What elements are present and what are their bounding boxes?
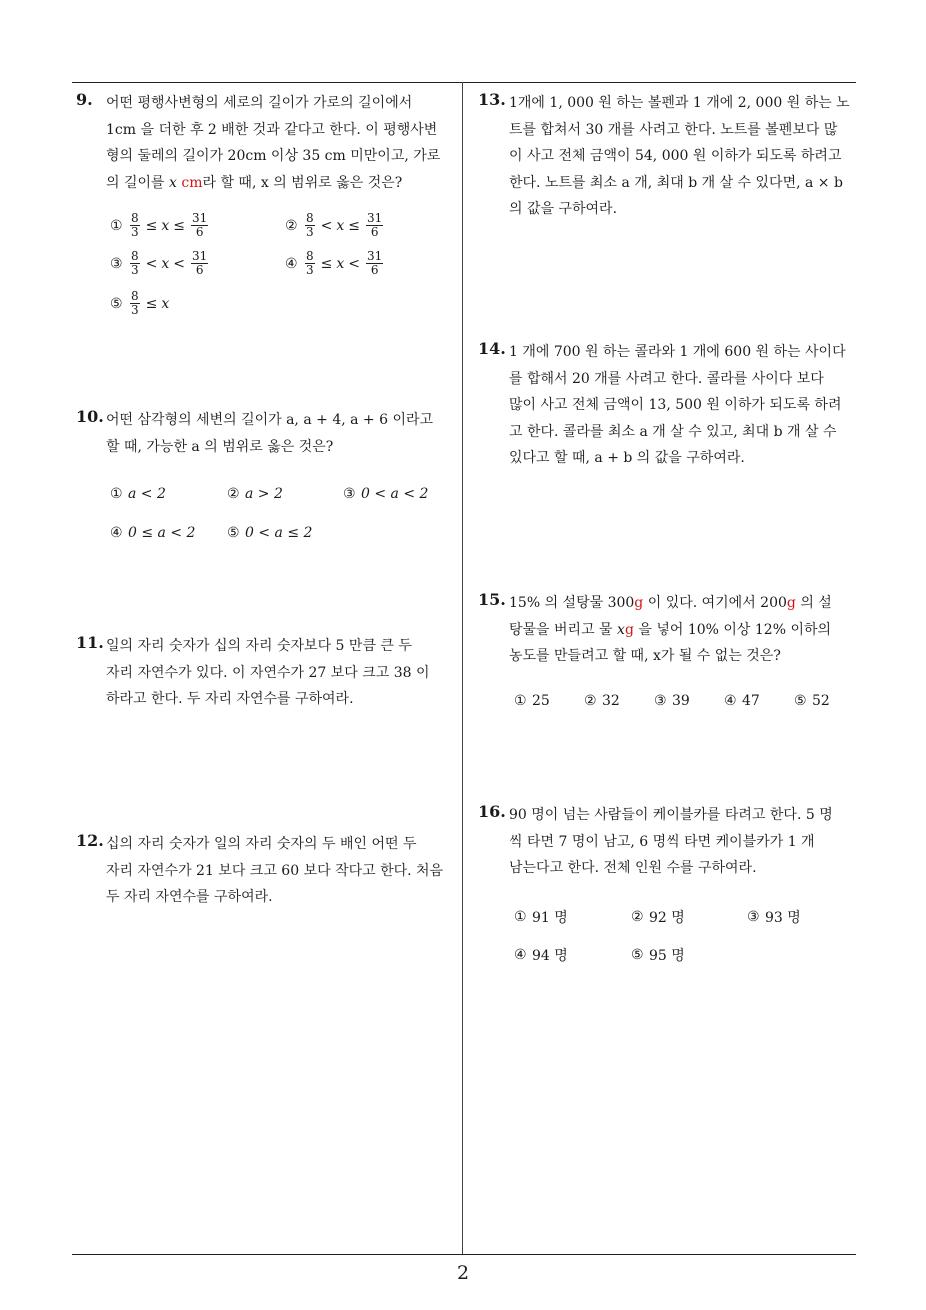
problem-text-line: 1개에 1, 000 원 하는 볼펜과 1 개에 2, 000 원 하는 노 [509,95,850,111]
problem-number: 10. [76,407,104,426]
problem-number: 11. [76,633,104,652]
page-number: 2 [456,1262,470,1284]
unit-g: g [624,621,634,638]
choice-1[interactable]: ① 25 [514,693,550,709]
problem-text-line: 있다고 할 때, a + b 의 값을 구하여라. [509,450,745,466]
problem-text-line: 두 자리 자연수를 구하여라. [106,889,273,905]
choice-3[interactable]: ③ 93 명 [747,909,801,926]
choice-2[interactable]: ② 92 명 [631,909,685,926]
problem-text-line: 어떤 평행사변형의 세로의 길이가 가로의 길이에서 [106,95,413,111]
choice-3[interactable]: ③ 39 [654,693,690,709]
problem-text-line: 를 합해서 20 개를 사려고 한다. 콜라를 사이다 보다 [509,370,824,387]
choice-5[interactable]: ⑤ 52 [794,693,830,709]
choice-5[interactable]: ⑤ 95 명 [631,947,685,964]
unit-g: g [634,595,644,611]
column-divider [462,82,463,1255]
problem-number: 9. [76,90,93,109]
choice-1[interactable]: ① a < 2 [110,486,166,502]
problem-text-line: 형의 둘레의 길이가 20cm 이상 35 cm 미만이고, 가로 [106,148,441,164]
problem-text-line: 의 값을 구하여라. [509,201,618,217]
problem-text-line: 고 한다. 콜라를 최소 a 개 살 수 있고, 최대 b 개 살 수 [509,423,837,440]
problem-16-choices [514,907,854,967]
problem-text-line: 의 길이를 x cm라 할 때, x 의 범위로 옳은 것은? [106,174,403,191]
problem-text-line: 1 개에 700 원 하는 콜라와 1 개에 600 원 하는 사이다 [509,344,846,360]
choice-3[interactable]: ③ $\frac{8}{3}$ < x < $\frac{31}{6}$ [110,249,208,277]
problem-text-line: 남는다고 한다. 전체 인원 수를 구하여라. [509,860,757,876]
problem-text-line: 씩 타면 7 명이 남고, 6 명씩 타면 케이블카가 1 개 [509,833,815,850]
problem-text-line: 하라고 한다. 두 자리 자연수를 구하여라. [106,691,354,707]
problem-15 [478,590,860,670]
choice-2[interactable]: ② $\frac{8}{3}$ < x ≤ $\frac{31}{6}$ [285,211,383,239]
choice-5[interactable]: ⑤ 0 < a ≤ 2 [227,525,313,541]
problem-number: 13. [478,90,506,109]
problem-text-line: 탕물을 버리고 물 xg 을 넣어 10% 이상 12% 이하의 [509,621,832,638]
bottom-rule [72,1254,856,1255]
problem-text-line: 한다. 노트를 최소 a 개, 최대 b 개 살 수 있다면, a × b [509,174,843,191]
choice-4[interactable]: ④ 47 [724,693,760,709]
choice-5[interactable]: ⑤ $\frac{8}{3}$ ≤ x [110,289,170,317]
problem-number: 14. [478,339,506,358]
problem-10-choices [110,486,450,546]
choice-1[interactable]: ① 91 명 [514,909,568,926]
top-rule [72,82,856,83]
problem-text-line: 할 때, 가능한 a 의 범위로 옳은 것은? [106,438,334,455]
problem-text-line: 1cm 을 더한 후 2 배한 것과 같다고 한다. 이 평행사변 [106,121,438,138]
problem-9 [76,90,458,196]
problem-text-line: 이 사고 전체 금액이 54, 000 원 이하가 되도록 하려고 [509,148,842,164]
problem-text-line: 많이 사고 전체 금액이 13, 500 원 이하가 되도록 하려 [509,397,842,413]
unit-g: g [786,595,796,611]
problem-number: 16. [478,802,506,821]
problem-14 [478,339,860,472]
problem-number: 12. [76,831,104,850]
choice-1[interactable]: ① $\frac{8}{3}$ ≤ x ≤ $\frac{31}{6}$ [110,211,208,239]
problem-10 [76,407,458,460]
problem-16 [478,802,860,882]
problem-text-line: 어떤 삼각형의 세변의 길이가 a, a + 4, a + 6 이라고 [106,412,434,428]
choice-2[interactable]: ② 32 [584,693,620,709]
problem-number: 15. [478,590,506,609]
choice-4[interactable]: ④ 0 ≤ a < 2 [110,525,196,541]
choice-3[interactable]: ③ 0 < a < 2 [343,486,429,502]
problem-text-line: 일의 자리 숫자가 십의 자리 숫자보다 5 만큼 큰 두 [106,638,412,654]
problem-text-line: 자리 자연수가 있다. 이 자연수가 27 보다 크고 38 이 [106,664,430,681]
problem-9-choices [110,212,450,327]
choice-4[interactable]: ④ 94 명 [514,947,568,964]
problem-15-choices [514,693,854,715]
problem-11 [76,633,458,713]
choice-4[interactable]: ④ $\frac{8}{3}$ ≤ x < $\frac{31}{6}$ [285,249,383,277]
problem-text-line: 90 명이 넘는 사람들이 케이블카를 타려고 한다. 5 명 [509,807,833,823]
unit-cm: cm [181,174,203,191]
problem-13 [478,90,860,223]
problem-text-line: 15% 의 설탕물 300g 이 있다. 여기에서 200g 의 설 [509,595,832,611]
problem-text-line: 농도를 만들려고 할 때, x가 될 수 없는 것은? [509,648,781,664]
problem-text-line: 트를 합쳐서 30 개를 사려고 한다. 노트를 볼펜보다 많 [509,121,838,138]
problem-text-line: 십의 자리 숫자가 일의 자리 숫자의 두 배인 어떤 두 [106,836,417,852]
problem-text-line: 자리 자연수가 21 보다 크고 60 보다 작다고 한다. 처음 [106,862,444,879]
choice-2[interactable]: ② a > 2 [227,486,283,502]
problem-12 [76,831,458,911]
